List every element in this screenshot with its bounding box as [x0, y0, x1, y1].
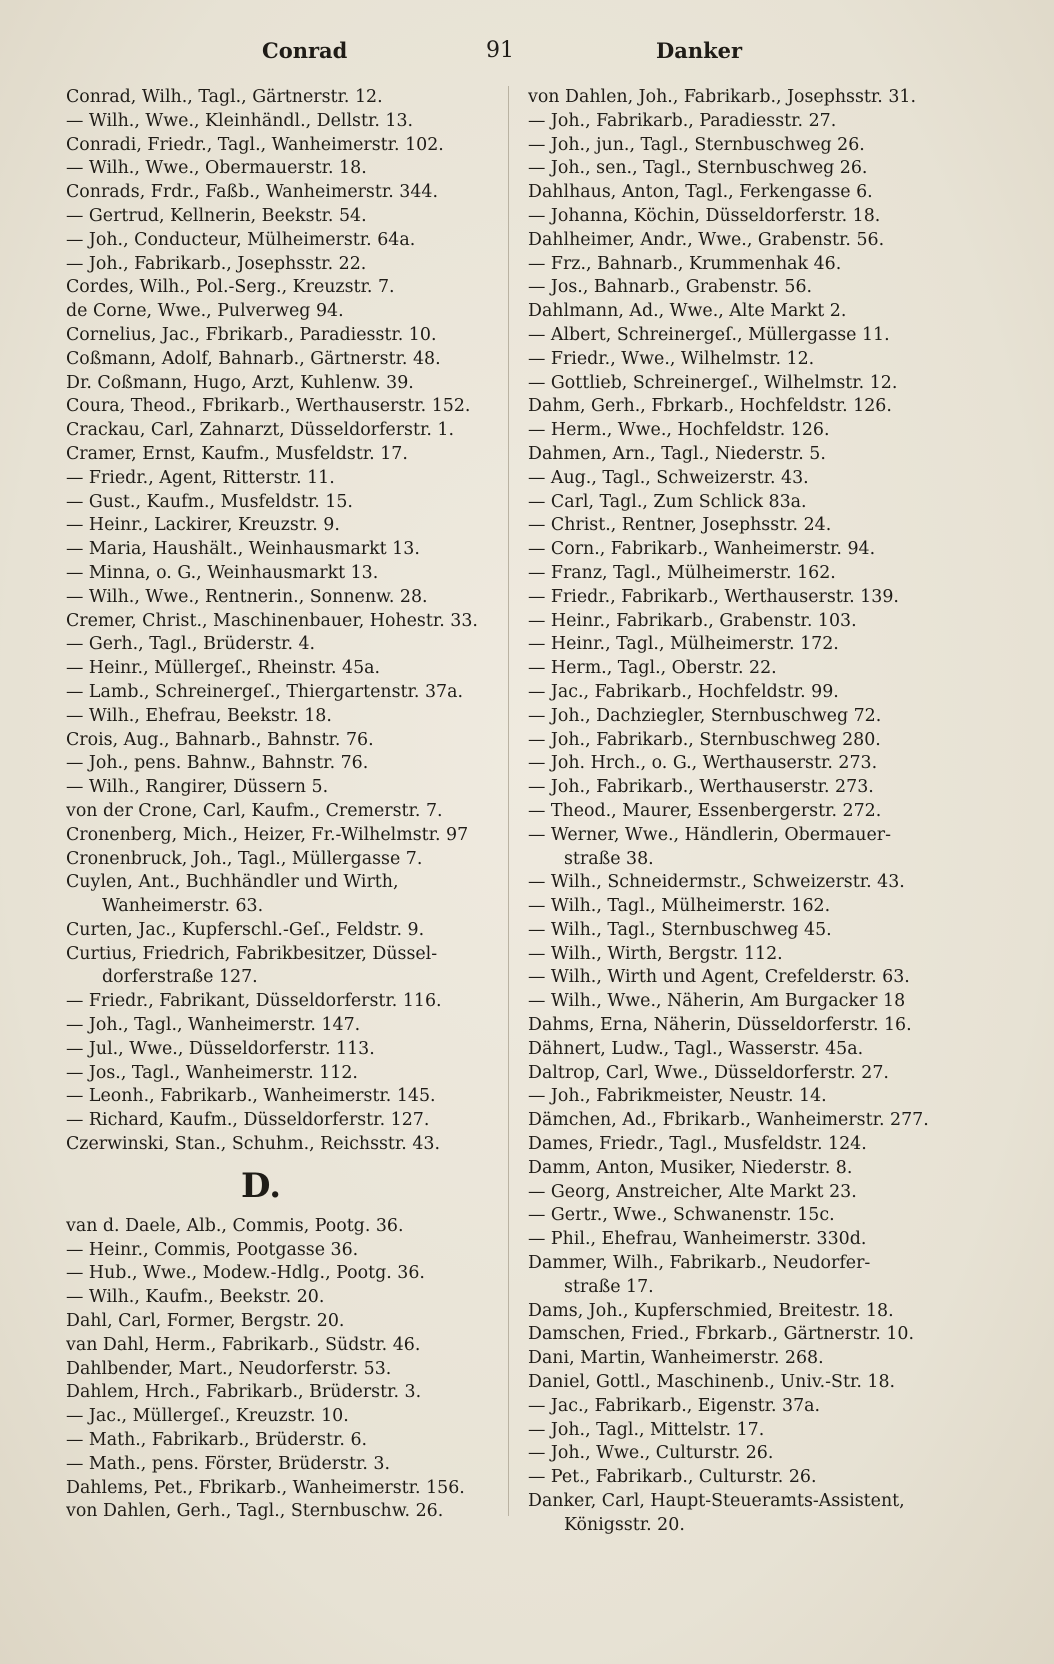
directory-entry: — Wilh., Wirth, Bergstr. 112.: [528, 943, 783, 964]
directory-entry: — Heinr., Müllergeſ., Rheinstr. 45a.: [66, 658, 381, 679]
directory-entry: Dahmen, Arn., Tagl., Niederstr. 5.: [528, 443, 826, 464]
directory-entry: Damschen, Fried., Fbrkarb., Gärtnerstr. 10.: [528, 1324, 915, 1345]
directory-entry: — Aug., Tagl., Schweizerstr. 43.: [528, 467, 809, 488]
directory-entry: Dahms, Erna, Näherin, Düsseldorferstr. 16.: [528, 1015, 912, 1036]
directory-entry: Conradi, Friedr., Tagl., Wanheimerstr. 102.: [66, 134, 444, 155]
directory-entry-continuation: dorferstraße 127.: [102, 967, 258, 988]
directory-entry: — Wilh., Ehefrau, Beekstr. 18.: [66, 705, 332, 726]
directory-entry: — Gertr., Wwe., Schwanenstr. 15c.: [528, 1205, 835, 1226]
directory-entry: von Dahlen, Gerh., Tagl., Sternbuschw. 26.: [66, 1501, 444, 1522]
directory-entry: — Franz, Tagl., Mülheimerstr. 162.: [528, 562, 836, 583]
directory-entry: — Friedr., Agent, Ritterstr. 11.: [66, 467, 335, 488]
directory-entry: — Phil., Ehefrau, Wanheimerstr. 330d.: [528, 1229, 867, 1250]
directory-entry: — Wilh., Tagl., Mülheimerstr. 162.: [528, 896, 831, 917]
directory-entry-continuation: Königsstr. 20.: [564, 1514, 685, 1535]
directory-entry: — Wilh., Wirth und Agent, Crefelderstr. 63.: [528, 967, 910, 988]
directory-entry: — Gottlieb, Schreinergeſ., Wilhelmstr. 12.: [528, 372, 898, 393]
directory-entry: — Corn., Fabrikarb., Wanheimerstr. 94.: [528, 539, 876, 560]
directory-entry: Cramer, Ernst, Kaufm., Musfeldstr. 17.: [66, 443, 408, 464]
directory-entry: — Joh., Fabrikmeister, Neustr. 14.: [528, 1086, 827, 1107]
directory-entry: Cronenberg, Mich., Heizer, Fr.-Wilhelmstr. 97: [66, 824, 469, 845]
directory-entry: — Friedr., Wwe., Wilhelmstr. 12.: [528, 348, 815, 369]
directory-entry: — Werner, Wwe., Händlerin, Obermauer-: [528, 824, 891, 845]
directory-entry-continuation: straße 38.: [564, 848, 654, 869]
section-letter-heading: D.: [240, 1165, 282, 1206]
directory-entry: — Frz., Bahnarb., Krummenhak 46.: [528, 253, 842, 274]
directory-entry: Curten, Jac., Kupferschl.-Geſ., Feldstr. 9.: [66, 919, 425, 940]
directory-entry: Daltrop, Carl, Wwe., Düsseldorferstr. 27.: [528, 1062, 889, 1083]
directory-entry: — Albert, Schreinergeſ., Müllergasse 11.: [528, 324, 890, 345]
directory-entry: — Lamb., Schreinergeſ., Thiergartenstr. 37a.: [66, 681, 463, 702]
directory-entry: Dr. Coßmann, Hugo, Arzt, Kuhlenw. 39.: [66, 372, 414, 393]
directory-entry: van d. Daele, Alb., Commis, Pootg. 36.: [66, 1215, 404, 1236]
directory-entry: Conrad, Wilh., Tagl., Gärtnerstr. 12.: [66, 87, 383, 107]
directory-entry: — Johanna, Köchin, Düsseldorferstr. 18.: [528, 205, 881, 226]
directory-entry: — Wilh., Schneidermstr., Schweizerstr. 43.: [528, 872, 905, 893]
directory-entry: Dammer, Wilh., Fabrikarb., Neudorfer-: [528, 1253, 871, 1274]
directory-entry: — Joh., Dachziegler, Sternbuschweg 72.: [528, 705, 882, 726]
directory-entry: — Jac., Müllergeſ., Kreuzstr. 10.: [66, 1406, 349, 1427]
directory-entry: — Wilh., Rangirer, Düssern 5.: [66, 777, 329, 798]
directory-entry: van Dahl, Herm., Fabrikarb., Südstr. 46.: [66, 1334, 421, 1355]
directory-entry: — Richard, Kaufm., Düsseldorferstr. 127.: [66, 1110, 430, 1131]
header-right-catchword: Danker: [656, 38, 743, 63]
directory-entry: Cordes, Wilh., Pol.-Serg., Kreuzstr. 7.: [66, 277, 395, 298]
directory-entry: — Heinr., Commis, Pootgasse 36.: [66, 1239, 359, 1260]
directory-entry: — Carl, Tagl., Zum Schlick 83a.: [528, 491, 807, 512]
directory-entry: — Joh. Hrch., o. G., Werthauserstr. 273.: [528, 753, 878, 774]
directory-entry: — Jos., Tagl., Wanheimerstr. 112.: [66, 1062, 358, 1083]
directory-entry: — Christ., Rentner, Josephsstr. 24.: [528, 515, 832, 536]
directory-entry: — Hub., Wwe., Modew.-Hdlg., Pootg. 36.: [66, 1263, 425, 1284]
directory-entry: — Heinr., Fabrikarb., Grabenstr. 103.: [528, 610, 857, 631]
directory-entry: — Math., Fabrikarb., Brüderstr. 6.: [66, 1430, 368, 1451]
directory-entry: Dahlheimer, Andr., Wwe., Grabenstr. 56.: [528, 229, 885, 250]
directory-entry: Cronenbruck, Joh., Tagl., Müllergasse 7.: [66, 848, 423, 869]
directory-entry: Dahl, Carl, Former, Bergstr. 20.: [66, 1311, 345, 1332]
directory-entry: de Corne, Wwe., Pulverweg 94.: [66, 301, 344, 322]
left-column: [66, 86, 496, 1524]
directory-entry-continuation: Wanheimerstr. 63.: [102, 896, 264, 917]
directory-entry: — Jac., Fabrikarb., Eigenstr. 37a.: [528, 1395, 821, 1416]
directory-entry: Danker, Carl, Haupt-Steueramts-Assistent,: [528, 1491, 905, 1512]
directory-entry: Cuylen, Ant., Buchhändler und Wirth,: [66, 872, 399, 893]
directory-entry: Conrads, Frdr., Faßb., Wanheimerstr. 344.: [66, 182, 439, 203]
directory-entry: — Joh., Fabrikarb., Paradiesstr. 27.: [528, 110, 837, 131]
directory-entry: — Math., pens. Förster, Brüderstr. 3.: [66, 1453, 391, 1474]
directory-entry: — Heinr., Lackirer, Kreuzstr. 9.: [66, 515, 340, 536]
directory-entry: — Heinr., Tagl., Mülheimerstr. 172.: [528, 634, 839, 655]
directory-entry: Dahlbender, Mart., Neudorferstr. 53.: [66, 1358, 392, 1379]
directory-entry: Coura, Theod., Fbrikarb., Werthauserstr. 152.: [66, 396, 471, 417]
directory-entry-continuation: straße 17.: [564, 1276, 654, 1297]
directory-entry: — Theod., Maurer, Essenbergerstr. 272.: [528, 800, 882, 821]
directory-entry: Coßmann, Adolf, Bahnarb., Gärtnerstr. 48.: [66, 348, 441, 369]
directory-entry: Daniel, Gottl., Maschinenb., Univ.-Str. 18.: [528, 1372, 896, 1393]
directory-entry: — Joh., pens. Bahnw., Bahnstr. 76.: [66, 753, 369, 774]
right-column: [528, 86, 968, 1538]
directory-entry: Dahlem, Hrch., Fabrikarb., Brüderstr. 3.: [66, 1382, 422, 1403]
directory-entry: — Joh., Wwe., Culturstr. 26.: [528, 1443, 774, 1464]
directory-entry: — Herm., Wwe., Hochfeldstr. 126.: [528, 420, 830, 441]
directory-entry: Czerwinski, Stan., Schuhm., Reichsstr. 43.: [66, 1134, 441, 1155]
page-header: [66, 38, 978, 70]
directory-entry: Dähnert, Ludw., Tagl., Wasserstr. 45a.: [528, 1038, 864, 1059]
directory-entry: — Gerh., Tagl., Brüderstr. 4.: [66, 634, 316, 655]
directory-entry: — Jac., Fabrikarb., Hochfeldstr. 99.: [528, 681, 839, 702]
directory-entry: — Joh., Tagl., Mittelstr. 17.: [528, 1419, 765, 1440]
directory-entry: Crackau, Carl, Zahnarzt, Düsseldorferstr. 1.: [66, 420, 455, 441]
directory-entry: — Leonh., Fabrikarb., Wanheimerstr. 145.: [66, 1086, 436, 1107]
directory-entry: Dani, Martin, Wanheimerstr. 268.: [528, 1348, 824, 1369]
directory-entry: Dahlems, Pet., Fbrikarb., Wanheimerstr. 156.: [66, 1477, 465, 1498]
directory-entry: Cornelius, Jac., Fbrikarb., Paradiesstr. 10.: [66, 324, 437, 345]
directory-entry: — Joh., Tagl., Wanheimerstr. 147.: [66, 1015, 361, 1036]
directory-entry: Dahlmann, Ad., Wwe., Alte Markt 2.: [528, 301, 847, 322]
directory-entry: — Jul., Wwe., Düsseldorferstr. 113.: [66, 1038, 375, 1059]
directory-entry: — Jos., Bahnarb., Grabenstr. 56.: [528, 277, 813, 298]
directory-entry: Dämchen, Ad., Fbrikarb., Wanheimerstr. 277.: [528, 1110, 929, 1131]
directory-entry: — Maria, Haushält., Weinhausmarkt 13.: [66, 539, 420, 560]
directory-entry: Dames, Friedr., Tagl., Musfeldstr. 124.: [528, 1134, 867, 1155]
directory-entry: — Wilh., Wwe., Näherin, Am Burgacker 18: [528, 991, 906, 1012]
directory-entry: — Joh., Fabrikarb., Werthauserstr. 273.: [528, 777, 874, 798]
directory-entry: — Joh., jun., Tagl., Sternbuschweg 26.: [528, 134, 865, 155]
directory-entry: — Joh., sen., Tagl., Sternbuschweg 26.: [528, 158, 868, 179]
directory-entry: Dahlhaus, Anton, Tagl., Ferkengasse 6.: [528, 182, 873, 203]
directory-entry: — Joh., Conducteur, Mülheimerstr. 64a.: [66, 229, 416, 250]
directory-entry: — Wilh., Wwe., Rentnerin., Sonnenw. 28.: [66, 586, 428, 607]
header-left-catchword: Conrad: [262, 38, 348, 63]
directory-entry: Crois, Aug., Bahnarb., Bahnstr. 76.: [66, 729, 374, 750]
directory-entry: — Wilh., Tagl., Sternbuschweg 45.: [528, 919, 832, 940]
directory-entry: — Wilh., Wwe., Obermauerstr. 18.: [66, 158, 367, 179]
directory-entry: von der Crone, Carl, Kaufm., Cremerstr. 7.: [66, 800, 443, 821]
directory-entry: — Friedr., Fabrikarb., Werthauserstr. 139.: [528, 586, 899, 607]
directory-entry: — Pet., Fabrikarb., Culturstr. 26.: [528, 1467, 817, 1488]
directory-entry: — Joh., Fabrikarb., Josephsstr. 22.: [66, 253, 367, 274]
directory-entry: — Friedr., Fabrikant, Düsseldorferstr. 116.: [66, 991, 442, 1012]
directory-entry: — Wilh., Wwe., Kleinhändl., Dellstr. 13.: [66, 110, 414, 131]
page-number: 91: [486, 38, 514, 63]
directory-entry: Cremer, Christ., Maschinenbauer, Hohestr. 33.: [66, 610, 478, 631]
directory-entry: — Wilh., Kaufm., Beekstr. 20.: [66, 1287, 325, 1308]
directory-entry: Dams, Joh., Kupferschmied, Breitestr. 18.: [528, 1300, 894, 1321]
directory-entry: Dahm, Gerh., Fbrkarb., Hochfeldstr. 126.: [528, 396, 892, 417]
directory-entry: Damm, Anton, Musiker, Niederstr. 8.: [528, 1157, 853, 1178]
directory-entry: — Minna, o. G., Weinhausmarkt 13.: [66, 562, 379, 583]
directory-entry: — Gertrud, Kellnerin, Beekstr. 54.: [66, 205, 367, 226]
directory-entry: von Dahlen, Joh., Fabrikarb., Josephsstr. 31.: [528, 87, 917, 107]
directory-entry: — Gust., Kaufm., Musfeldstr. 15.: [66, 491, 353, 512]
directory-entry: Curtius, Friedrich, Fabrikbesitzer, Düssel-: [66, 943, 438, 964]
directory-entry: — Joh., Fabrikarb., Sternbuschweg 280.: [528, 729, 881, 750]
directory-entry: — Herm., Tagl., Oberstr. 22.: [528, 658, 777, 679]
directory-entry: — Georg, Anstreicher, Alte Markt 23.: [528, 1181, 857, 1202]
